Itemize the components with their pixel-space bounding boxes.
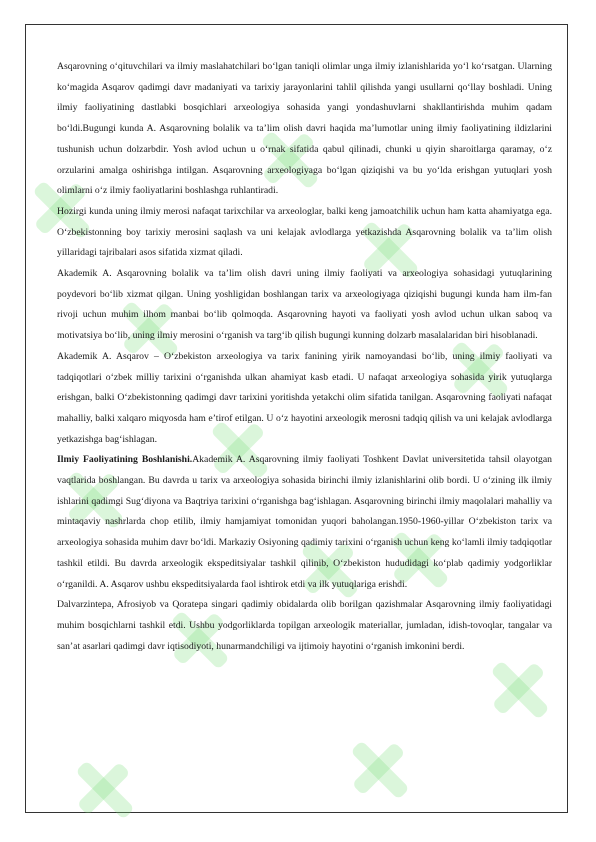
paragraph — [57, 347, 552, 451]
paragraph — [57, 202, 552, 264]
paragraph-text: Akademik A. Asqarovning ilmiy faoliyati Toshkent Davlat universitetida tahsil olayotgan vaqtlarida boshlangan. Bu davrda u tarix va arxeologiya sohasida birinchi ilmiy izlanishlarini olib bordi. U o‘zining ilk ilmiy ishlarini qadimgi Sug‘diyona va Baqtriya tarixini o‘rganishga bag‘ishlagan. Asqarovning birinchi ilmiy maqolalari mahalliy va mintaqaviy nashrlarda chop etilib, ilmiy hamjamiyat tomonidan yuqori baholangan.1950-1960-yillar O‘zbekiston tarix va arxeologiya sohasida muhim davr bo‘ldi. Markaziy Osiyoning qadimiy tarixini o‘rganish uchun keng ko‘lamli ilmiy tadqiqotlar tashkil etildi. Bu davrda arxeologik ekspeditsiyalar tashkil qilinib, O‘zbekiston hududidagi ko‘plab qadimiy yodgorliklar o‘rganildi. A. Asqarov ushbu ekspeditsiyalarda faol ishtirok etdi va ilk yutuqlariga erishdi. — [57, 454, 552, 590]
document-body — [57, 57, 552, 657]
paragraph-text: Akademik A. Asqarovning bolalik va ta’lim olish davri uning ilmiy faoliyati va arxeologiya sohasidagi yutuqlarining poydevori bo‘lib xizmat qilgan. Uning yoshligidan boshlangan tarix va arxeologiyaga qiziqishi bugungi kunda ham ilm-fan rivoji uchun muhim ilhom manbai bo‘lib qolmoqda. Asqarovning hayoti va faoliyati yosh avlod uchun ulkan saboq va motivatsiya bo‘lib, uning ilmiy merosini o‘rganish va targ‘ib qilish bugungi kunning dolzarb masalalaridan biri hisoblanadi. — [57, 268, 552, 342]
paragraph — [57, 264, 552, 347]
paragraph — [57, 450, 552, 595]
paragraph-text: Asqarovning o‘qituvchilari va ilmiy maslahatchilari bo‘lgan taniqli olimlar unga ilmiy izlanishlarida yo‘l ko‘rsatgan. Ularning ko‘magida Asqarov qadimgi davr madaniyati va tarixiy jarayonlarini tahlil qilishda yangi usullarni qo‘llay boshladi. Uning ilmiy faoliyatining dastlabki bosqichlari arxeologiya sohasida yangi yondashuvlarni shakllantirishda muhim qadam bo‘ldi.Bugungi kunda A. Asqarovning bolalik va ta’lim olish davri haqida ma’lumotlar uning ilmiy faoliyatining ildizlarini tushunish uchun dolzarbdir. Yosh avlod uchun u o‘rnak sifatida qabul qilinadi, chunki u qiyin sharoitlarga qaramay, o‘z orzularini amalga oshirishga intilgan. Asqarovning arxeologiyaga bo‘lgan qiziqishi va bu yo‘lda erishgan yutuqlari yosh olimlarni o‘z ilmiy faoliyatlarini boshlashga ruhlantiradi. — [57, 61, 552, 197]
paragraph — [57, 57, 552, 202]
paragraph — [57, 595, 552, 657]
paragraph-text: Hozirgi kunda uning ilmiy merosi nafaqat tarixchilar va arxeologlar, balki keng jamoatchilik uchun ham katta ahamiyatga ega. O‘zbekistonning boy tarixiy merosini saqlash va uni kelajak avlodlarga yetkazishda Asqarovning bolalik va ta’lim olish yillaridagi tajribalari asos sifatida xizmat qiladi. — [57, 205, 552, 259]
paragraph-text: Dalvarzintepa, Afrosiyob va Qoratepa singari qadimiy obidalarda olib borilgan qazishmalar Asqarovning ilmiy faoliyatidagi muhim bosqichlarni tashkil etdi. Ushbu yodgorliklarda topilgan arxeologik materiallar, jumladan, idish-tovoqlar, tangalar va san’at asarlari qadimgi davr iqtisodiyoti, hunarmandchiligi va ijtimoiy hayotini o‘rganish imkonini berdi. — [57, 599, 552, 652]
section-heading: Ilmiy Faoliyatining Boshlanishi. — [57, 454, 193, 466]
paragraph-text: Akademik A. Asqarov – O‘zbekiston arxeologiya va tarix fanining yirik namoyandasi bo‘lib, uning ilmiy faoliyati va tadqiqotlari o‘zbek milliy tarixini o‘rganishda ulkan ahamiyat kasb etadi. U nafaqat arxeologiya sohasida yirik yutuqlarga erishgan, balki O‘zbekistonning qadimgi davr tarixini yoritishda yetakchi olim sifatida tanilgan. Asqarovning faoliyati nafaqat mahalliy, balki xalqaro miqyosda ham e’tirof etilgan. U o‘z hayotini arxeologik merosni tadqiq qilish va uni kelajak avlodlarga yetkazishga bag‘ishlagan. — [57, 350, 552, 445]
